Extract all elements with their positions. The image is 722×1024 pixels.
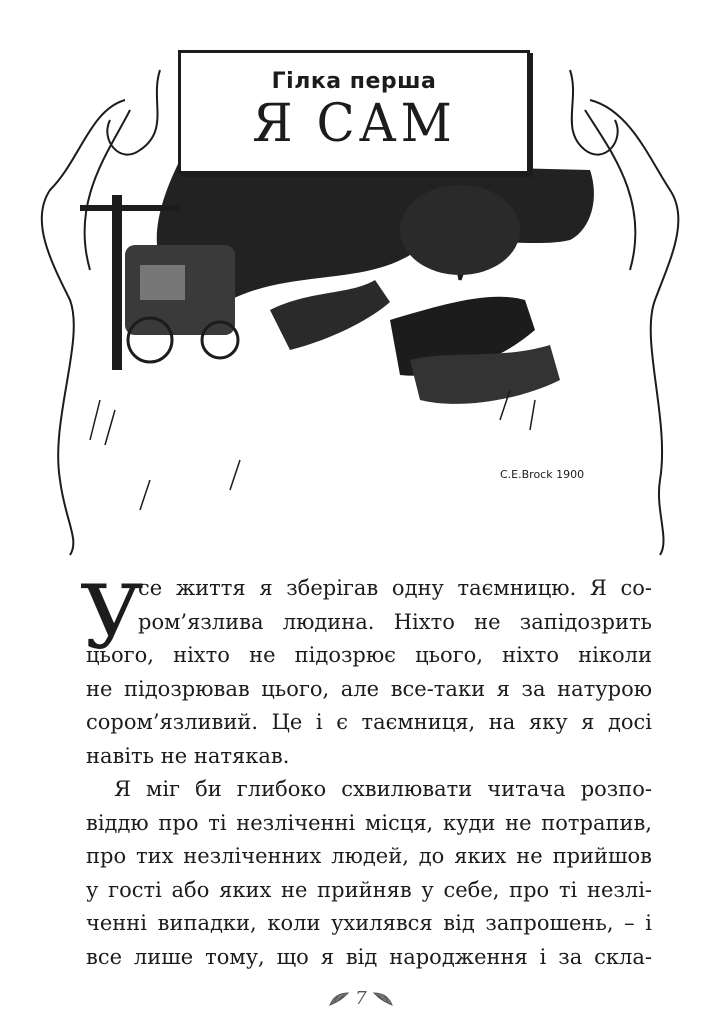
- text-line: не підозрював цього, але все-таки я за натурою: [86, 676, 652, 701]
- text-line: у гості або яких не прийняв у себе, про ті незлі-: [86, 877, 652, 902]
- chapter-title: Я САМ: [252, 92, 456, 154]
- chapter-subtitle: Гілка перша: [271, 69, 437, 94]
- text-line: цього, ніхто не підозрює цього, ніхто ніколи: [86, 643, 652, 667]
- text-line: ченні випадки, коли ухилявся від запрошень, – і: [86, 911, 652, 935]
- chapter-title-box: [178, 50, 530, 174]
- text-line: про тих незліченних людей, до яких не прийшов: [86, 844, 652, 868]
- page-number: 7: [355, 988, 367, 1009]
- text-line: навіть не натякав.: [86, 743, 290, 768]
- text-line: сором’язливий. Це і є таємниця, на яку я досі: [86, 710, 652, 734]
- leaf-ornament-right-icon: [372, 991, 394, 1007]
- drop-cap-letter: У: [80, 566, 144, 669]
- page-footer: [0, 988, 722, 1009]
- body-text: [86, 572, 652, 974]
- leaf-ornament-left-icon: [328, 991, 350, 1007]
- paragraph-1: [86, 572, 652, 773]
- text-line: віддю про ті незліченні місця, куди не потрапив,: [86, 810, 652, 835]
- text-line: ром’язлива людина. Ніхто не запідозрить: [138, 609, 652, 634]
- paragraph-2: [86, 773, 652, 974]
- artist-signature: C.E.Brock 1900: [500, 468, 585, 481]
- text-line: се життя я зберігав одну таємницю. Я со-: [138, 576, 652, 600]
- text-line: Я міг би глибоко схвилювати читача розпо-: [114, 777, 652, 801]
- text-line: все лише тому, що я від народження і за скла-: [86, 944, 652, 969]
